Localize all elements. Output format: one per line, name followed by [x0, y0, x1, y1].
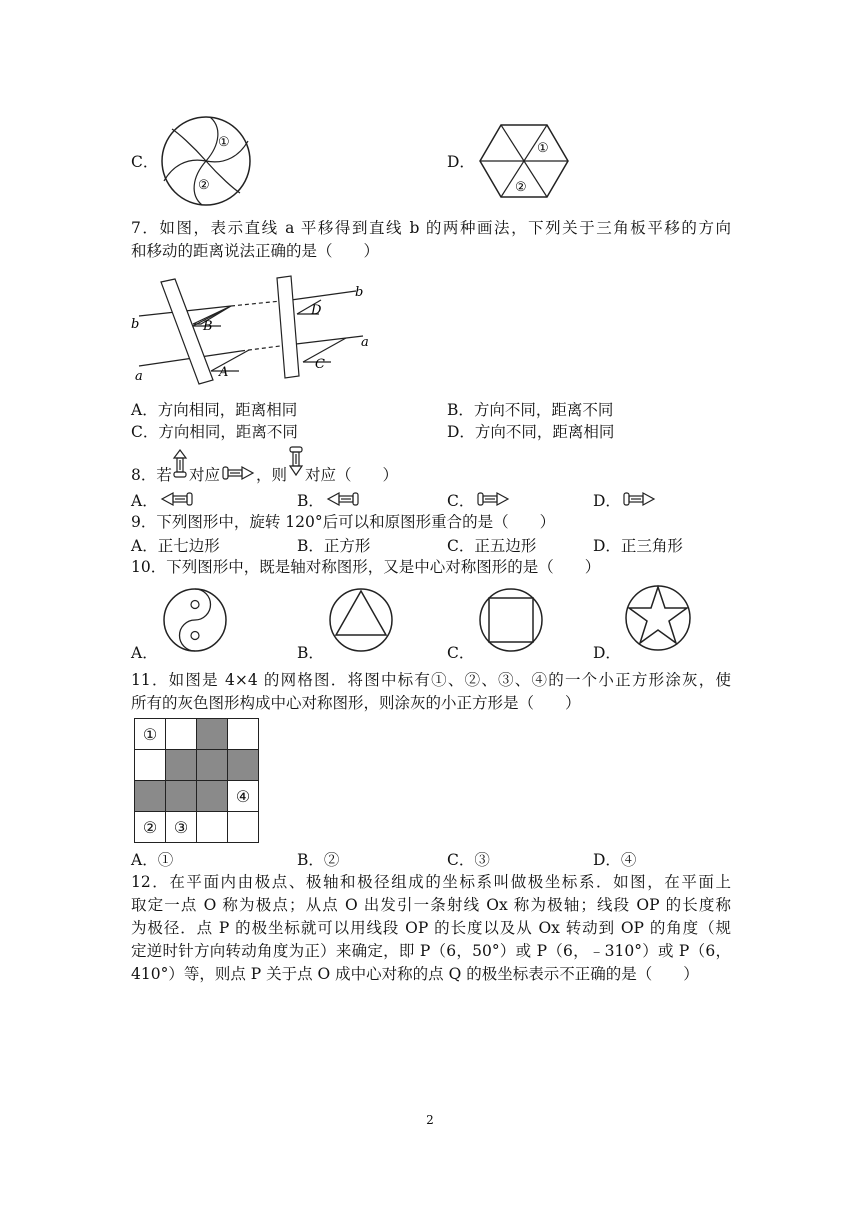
- q8-option-c-arrow-right-icon: [477, 492, 509, 506]
- q6d-circled-2: ②: [515, 180, 527, 195]
- q7-label-a-right: a: [361, 335, 369, 350]
- q7-option-b: B．方向不同，距离不同: [447, 401, 614, 419]
- q12-line4: 定逆时针方向转动角度为正）来确定，即 P（6，50°）或 P（6，﹣310°）或 P（6，: [131, 942, 731, 960]
- q11-option-b: B．②: [297, 851, 340, 869]
- q7-stem-line1: 7．如图，表示直线 a 平移得到直线 b 的两种画法，下列关于三角板平移的方向: [131, 219, 731, 237]
- q7-label-C: C: [315, 357, 325, 372]
- q12-line2: 取定一点 O 称为极点；从点 O 出发引一条射线 Ox 称为极轴；线段 OP 的长度称: [131, 896, 731, 914]
- q10-square-in-circle-figure: [478, 587, 544, 653]
- grid-cell-r2c4-gray: [228, 750, 259, 781]
- q11-stem-line2: 所有的灰色图形构成中心对称图形，则涂灰的小正方形是（ ）: [131, 694, 581, 712]
- q12-line3: 为极径．点 P 的极坐标就可以用线段 OP 的长度以及从 Ox 转动到 OP 的角度（规: [131, 919, 731, 937]
- q8-stem-d: 对应（ ）: [305, 466, 399, 484]
- q8-option-b-arrow-left-icon: [327, 492, 359, 506]
- grid-cell-r2c2-gray: [166, 750, 197, 781]
- q8-option-a: A．: [131, 492, 158, 510]
- q7-label-B: B: [203, 319, 213, 334]
- grid-cell-r3c4: ④: [228, 781, 259, 812]
- grid-cell-r4c4: [228, 812, 259, 843]
- grid-cell-r2c3-gray: [197, 750, 228, 781]
- q8-stem-c: ，则: [256, 466, 288, 484]
- grid-cell-r4c1: ②: [135, 812, 166, 843]
- grid-cell-r4c2: ③: [166, 812, 197, 843]
- q9-option-b: B．正方形: [297, 537, 371, 555]
- q10-triangle-in-circle-figure: [328, 587, 394, 653]
- q8-arrow-up-icon: [173, 449, 187, 479]
- grid-cell-r4c3: [197, 812, 228, 843]
- q9-option-c: C．正五边形: [447, 537, 537, 555]
- q7-translation-figure: [131, 276, 381, 386]
- q7-stem-line2: 和移动的距离说法正确的是（ ）: [131, 242, 380, 260]
- q8-option-d: D．: [593, 492, 621, 510]
- q8-option-a-arrow-left-icon: [161, 492, 193, 506]
- q9-option-d: D．正三角形: [593, 537, 683, 555]
- q11-option-a: A．①: [131, 851, 174, 869]
- q11-stem-line1: 11．如图是 4×4 的网格图．将图中标有①、②、③、④的一个小正方形涂灰，使: [131, 671, 731, 689]
- page-number: 2: [426, 1113, 434, 1127]
- q9-option-a: A．正七边形: [131, 537, 220, 555]
- q6-hexagon-figure: [478, 123, 570, 199]
- q11-grid: [134, 718, 259, 843]
- q7-option-d: D．方向不同，距离相同: [447, 423, 615, 441]
- grid-cell-r3c2-gray: [166, 781, 197, 812]
- q11-option-c: C．③: [447, 851, 490, 869]
- grid-cell-r1c4: [228, 719, 259, 750]
- q10-option-a: A．: [131, 644, 158, 662]
- grid-cell-r3c3-gray: [197, 781, 228, 812]
- q7-label-D: D: [311, 303, 322, 318]
- q6-option-d-label: D．: [447, 153, 475, 171]
- grid-cell-r1c1: ①: [135, 719, 166, 750]
- grid-cell-r3c1-gray: [135, 781, 166, 812]
- q10-option-c: C．: [447, 644, 475, 662]
- q8-stem-a: 8．若: [131, 466, 172, 484]
- q8-option-b: B．: [297, 492, 324, 510]
- q10-star-in-circle-figure: [624, 584, 692, 652]
- q6-circle-figure: [160, 115, 252, 207]
- q6d-circled-1: ①: [537, 141, 549, 156]
- q11-option-d: D．④: [593, 851, 637, 869]
- q7-label-A: A: [219, 365, 229, 380]
- q9-stem: 9．下列图形中，旋转 120°后可以和原图形重合的是（ ）: [131, 513, 556, 531]
- q7-label-b-left: b: [131, 317, 140, 332]
- q10-yin-yang-figure: [162, 587, 228, 653]
- q7-label-b-right: b: [355, 285, 364, 300]
- q12-line1: 12．在平面内由极点、极轴和极径组成的坐标系叫做极坐标系．如图，在平面上: [131, 873, 731, 891]
- q7-option-a: A．方向相同，距离相同: [131, 401, 298, 419]
- q8-option-c: C．: [447, 492, 475, 510]
- q6c-circled-2: ②: [198, 178, 210, 193]
- q8-arrow-down-icon: [289, 446, 303, 476]
- grid-cell-r1c3-gray: [197, 719, 228, 750]
- grid-cell-r2c1: [135, 750, 166, 781]
- grid-cell-r1c2: [166, 719, 197, 750]
- q7-option-c: C．方向相同，距离不同: [131, 423, 298, 441]
- q10-option-b: B．: [297, 644, 324, 662]
- q10-option-d: D．: [593, 644, 621, 662]
- q6-option-c-label: C．: [131, 153, 159, 171]
- q10-stem: 10．下列图形中，既是轴对称图形，又是中心对称图形的是（ ）: [131, 558, 601, 576]
- q8-stem-b: 对应: [189, 466, 221, 484]
- q8-option-d-arrow-right-icon: [623, 492, 655, 506]
- q7-label-a-left: a: [135, 369, 143, 384]
- q6c-circled-1: ①: [218, 135, 230, 150]
- q12-line5: 410°）等，则点 P 关于点 O 成中心对称的点 Q 的极坐标表示不正确的是（ ）: [131, 965, 699, 983]
- q8-arrow-right-icon: [222, 466, 254, 480]
